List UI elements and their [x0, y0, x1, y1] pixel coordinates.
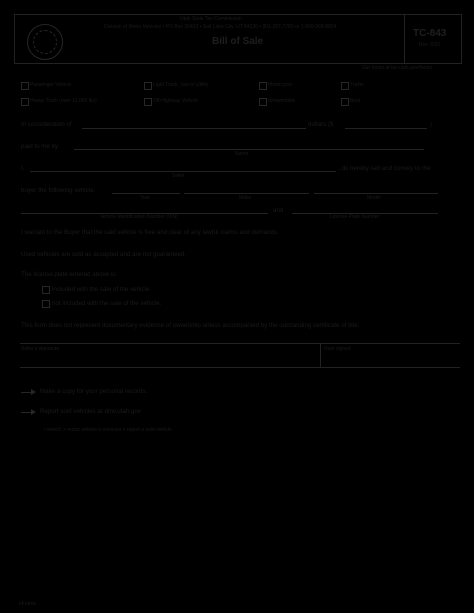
checkbox-plate-included[interactable] [42, 286, 50, 294]
checkbox-boat[interactable] [341, 98, 349, 106]
buyer-name-caption: Name [235, 151, 249, 157]
checkbox-trailer[interactable] [341, 82, 349, 90]
label-off-highway: Off-Highway Vehicle [153, 98, 198, 104]
seller-signature-label: Seller's signature [21, 346, 60, 352]
division-address: Division of Motor Vehicles • PO Box 30412 • Salt Lake City, UT 84130 • 801-297-7780 or 1-800-368-8824 [104, 24, 337, 30]
ownership-evidence-statement: This form does not represent documentary evidence of ownership unless accompanied by the outstanding certificate of title. [21, 322, 360, 329]
warrant-statement: I warrant to the Buyer that the said vehicle is free and clear of any lawful claims and demands. [21, 229, 279, 236]
plate-intro: The license plate entered above is: [21, 271, 117, 278]
label-passenger-vehicle: Passenger Vehicle [30, 82, 72, 88]
label-boat: Boat [350, 98, 361, 104]
vehicle-model-caption: Model [367, 195, 381, 201]
division-contact: PO Box 30412 • Salt Lake City, UT 84130 • 801-297-7780 or 1-800-368-8824 [165, 24, 337, 30]
seller-prefix: I, [21, 165, 25, 172]
agency-name: Utah State Tax Commission [180, 16, 242, 22]
used-vehicle-statement: Used vehicles are sold as accepted and are not guaranteed. [21, 251, 187, 258]
signature-divider [320, 343, 321, 367]
checkbox-motorcycle[interactable] [259, 82, 267, 90]
vehicle-model-field[interactable] [314, 193, 438, 194]
checkbox-plate-not-included[interactable] [42, 300, 50, 308]
label-trailer: Trailer [350, 82, 364, 88]
vehicle-year-field[interactable] [112, 193, 180, 194]
eforms-footer: eForms [19, 601, 36, 607]
seller-name-field[interactable] [30, 171, 336, 172]
report-instruction[interactable]: Report sold vehicles at dmv.utah.gov [40, 408, 141, 415]
license-plate-caption: License Plate Number [330, 214, 380, 220]
vehicle-make-caption: Make [239, 195, 252, 201]
plate-not-included-label: not included with the sale of the vehicle. [52, 300, 162, 307]
plate-included-label: included with the sale of the vehicle. [52, 286, 152, 293]
checkbox-off-highway[interactable] [144, 98, 152, 106]
seller-caption: Seller [172, 173, 185, 179]
label-heavy-truck: Heavy Truck (over 12,000 lbs) [30, 98, 97, 104]
report-steps: • select: > motor vehicle e-services > report a sold vehicle [44, 427, 172, 433]
arrow-right-icon [21, 412, 33, 413]
vehicle-make-field[interactable] [184, 193, 309, 194]
form-number: TC-843 [413, 28, 447, 39]
checkbox-passenger-vehicle[interactable] [21, 82, 29, 90]
vin-caption: Vehicle Identification Number (VIN) [100, 214, 178, 220]
state-seal-icon [27, 24, 63, 60]
vehicle-label: buyer the following vehicle: [21, 187, 96, 194]
checkbox-heavy-truck[interactable] [21, 98, 29, 106]
vehicle-and-label: and [273, 207, 284, 214]
division-name: Division of Motor Vehicles [104, 24, 162, 30]
dollars-numeric-field[interactable] [345, 128, 427, 129]
checkbox-snowmobile[interactable] [259, 98, 267, 106]
form-title: Bill of Sale [212, 36, 264, 47]
forms-link[interactable]: Get forms at tax.utah.gov/forms [362, 65, 433, 71]
consideration-label: In consideration of [21, 121, 72, 128]
sell-convey-text: , do hereby sell and convey to the [338, 165, 431, 172]
date-signed-field[interactable] [322, 344, 460, 366]
dollars-label: dollars ($ [308, 121, 334, 128]
paid-to-label: paid to me by [21, 143, 59, 150]
consideration-amount-field[interactable] [82, 128, 306, 129]
label-snowmobile: Snowmobile [268, 98, 296, 104]
copy-instruction: Make a copy for your personal records. [40, 388, 148, 395]
signature-bottom-rule [20, 367, 460, 368]
dollars-close-paren: ) [430, 121, 433, 128]
label-light-truck: Light Truck, Van or Utility [153, 82, 209, 88]
label-motorcycle: Motorcycle [268, 82, 293, 88]
vehicle-year-caption: Year [140, 195, 151, 201]
date-signed-label: Date signed [324, 346, 351, 352]
arrow-right-icon [21, 392, 33, 393]
header-divider [404, 14, 405, 64]
seller-signature-field[interactable] [20, 344, 318, 366]
form-revision: Rev. 8/20 [419, 42, 441, 48]
buyer-name-field[interactable] [74, 149, 424, 150]
checkbox-light-truck[interactable] [144, 82, 152, 90]
